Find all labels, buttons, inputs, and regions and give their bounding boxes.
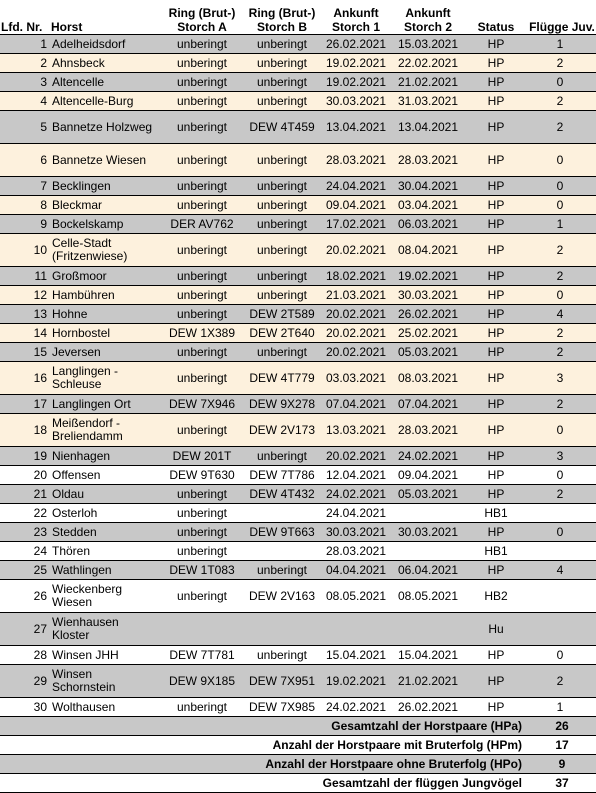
cell-fluegge: 2 [528,485,596,504]
cell-horst: Bockelskamp [50,215,160,234]
table-row [0,144,596,177]
cell-status: HP [464,305,528,324]
cell-ring-a: unberingt [160,343,244,362]
cell-ankunft-1: 04.04.2021 [320,561,392,580]
cell-nr: 4 [0,92,50,111]
cell-status: HP [464,234,528,267]
cell-ankunft-1: 17.02.2021 [320,215,392,234]
cell-ring-b: unberingt [244,92,320,111]
cell-ring-a: unberingt [160,144,244,177]
cell-nr: 17 [0,395,50,414]
cell-ankunft-2: 15.03.2021 [392,35,464,54]
table-row [0,542,596,561]
cell-ankunft-2 [392,504,464,523]
cell-horst: Nienhagen [50,447,160,466]
cell-horst: Stedden [50,523,160,542]
table-row [0,447,596,466]
cell-nr: 9 [0,215,50,234]
cell-ring-a: DEW 1T083 [160,561,244,580]
cell-ring-a: unberingt [160,111,244,144]
table-row [0,580,596,613]
cell-horst: Hohne [50,305,160,324]
cell-horst: Altencelle-Burg [50,92,160,111]
cell-ring-a: unberingt [160,177,244,196]
cell-ankunft-2: 08.05.2021 [392,580,464,613]
cell-horst: Wolthausen [50,698,160,717]
table-row [0,466,596,485]
cell-status: HP [464,343,528,362]
cell-status: HP [464,646,528,665]
cell-nr: 19 [0,447,50,466]
cell-nr: 10 [0,234,50,267]
cell-ankunft-2: 21.02.2021 [392,665,464,698]
cell-status: HP [464,177,528,196]
table-row [0,324,596,343]
cell-fluegge [528,504,596,523]
summary-label: Anzahl der Horstpaare ohne Bruterfolg (HPo) [0,755,528,774]
cell-ankunft-1 [320,613,392,646]
table-row [0,343,596,362]
cell-horst: Becklingen [50,177,160,196]
cell-fluegge: 0 [528,646,596,665]
cell-ankunft-2: 30.03.2021 [392,523,464,542]
cell-horst: Ahnsbeck [50,54,160,73]
summary-value: 9 [528,755,596,774]
cell-ring-b [244,504,320,523]
cell-nr: 26 [0,580,50,613]
cell-ring-a: unberingt [160,267,244,286]
cell-ankunft-1: 24.04.2021 [320,177,392,196]
cell-ring-b: unberingt [244,73,320,92]
cell-ring-a: DEW 9X185 [160,665,244,698]
summary-label: Anzahl der Horstpaare mit Bruterfolg (HPm) [0,736,528,755]
cell-ring-a: unberingt [160,35,244,54]
header-fluegge: Flügge Juv. [528,0,596,35]
cell-fluegge: 0 [528,286,596,305]
cell-fluegge: 0 [528,144,596,177]
cell-fluegge: 2 [528,324,596,343]
cell-ankunft-1: 24.02.2021 [320,698,392,717]
summary-row [0,755,596,774]
cell-nr: 16 [0,362,50,395]
summary-row [0,717,596,736]
cell-ring-a: unberingt [160,523,244,542]
cell-horst: Hornbostel [50,324,160,343]
table-header-row [0,0,596,35]
cell-ring-b [244,613,320,646]
cell-ring-b: DEW 9X278 [244,395,320,414]
cell-ring-b: DEW 4T459 [244,111,320,144]
cell-status: HP [464,485,528,504]
cell-status: HP [464,414,528,447]
cell-ankunft-2 [392,613,464,646]
cell-nr: 20 [0,466,50,485]
cell-horst: Hambühren [50,286,160,305]
cell-status: HP [464,447,528,466]
cell-ring-b: DEW 7X951 [244,665,320,698]
cell-ankunft-1: 24.04.2021 [320,504,392,523]
cell-horst: Wathlingen [50,561,160,580]
table-row [0,305,596,324]
cell-ring-a [160,613,244,646]
cell-horst: Thören [50,542,160,561]
cell-fluegge: 0 [528,414,596,447]
cell-ankunft-2: 15.04.2021 [392,646,464,665]
cell-ring-a: unberingt [160,485,244,504]
cell-ring-b: unberingt [244,646,320,665]
cell-fluegge: 2 [528,267,596,286]
cell-ankunft-2: 05.03.2021 [392,485,464,504]
cell-ring-b: unberingt [244,177,320,196]
header-horst: Horst [50,0,160,35]
cell-status: HP [464,698,528,717]
cell-ring-a: unberingt [160,305,244,324]
table-row [0,215,596,234]
table-row [0,504,596,523]
cell-ankunft-2: 26.02.2021 [392,698,464,717]
table-row [0,698,596,717]
cell-fluegge: 2 [528,665,596,698]
table-row [0,561,596,580]
table-row [0,362,596,395]
cell-status: HP [464,92,528,111]
cell-ankunft-2: 24.02.2021 [392,447,464,466]
cell-ankunft-1: 30.03.2021 [320,523,392,542]
table-row [0,73,596,92]
cell-nr: 23 [0,523,50,542]
cell-status: HB2 [464,580,528,613]
cell-horst: Meißendorf - Breliendamm [50,414,160,447]
table-row [0,196,596,215]
cell-ring-b: unberingt [244,144,320,177]
cell-ankunft-1: 28.03.2021 [320,542,392,561]
cell-ankunft-1: 20.02.2021 [320,305,392,324]
cell-nr: 21 [0,485,50,504]
cell-horst: Großmoor [50,267,160,286]
cell-ankunft-1: 03.03.2021 [320,362,392,395]
cell-ankunft-2: 13.04.2021 [392,111,464,144]
cell-nr: 13 [0,305,50,324]
cell-ankunft-2: 08.03.2021 [392,362,464,395]
cell-horst: Altencelle [50,73,160,92]
cell-fluegge: 1 [528,215,596,234]
cell-fluegge: 1 [528,698,596,717]
header-status: Status [464,0,528,35]
cell-ring-b: DEW 2T640 [244,324,320,343]
cell-nr: 5 [0,111,50,144]
cell-horst: Adelheidsdorf [50,35,160,54]
cell-horst: Winsen JHH [50,646,160,665]
table-row [0,54,596,73]
cell-ring-a: unberingt [160,196,244,215]
summary-value: 26 [528,717,596,736]
cell-horst: Jeversen [50,343,160,362]
cell-status: HP [464,196,528,215]
cell-ring-b: unberingt [244,215,320,234]
cell-fluegge: 2 [528,395,596,414]
cell-nr: 2 [0,54,50,73]
cell-fluegge: 2 [528,234,596,267]
cell-fluegge [528,542,596,561]
summary-value: 17 [528,736,596,755]
summary-row [0,774,596,793]
cell-ankunft-2: 07.04.2021 [392,395,464,414]
cell-ankunft-1: 19.02.2021 [320,73,392,92]
cell-ring-b: unberingt [244,447,320,466]
summary-label: Gesamtzahl der Horstpaare (HPa) [0,717,528,736]
cell-ankunft-2: 03.04.2021 [392,196,464,215]
cell-ankunft-2: 26.02.2021 [392,305,464,324]
cell-ankunft-2: 31.03.2021 [392,92,464,111]
cell-fluegge: 3 [528,362,596,395]
cell-ankunft-2: 22.02.2021 [392,54,464,73]
cell-horst: Winsen Schornstein [50,665,160,698]
table-row [0,523,596,542]
table-row [0,646,596,665]
cell-fluegge: 0 [528,177,596,196]
cell-status: Hu [464,613,528,646]
cell-ring-b: DEW 2T589 [244,305,320,324]
cell-fluegge: 2 [528,111,596,144]
cell-ring-a: unberingt [160,92,244,111]
cell-ankunft-2: 21.02.2021 [392,73,464,92]
cell-fluegge: 0 [528,466,596,485]
cell-status: HP [464,111,528,144]
cell-ring-a: DEW 1X389 [160,324,244,343]
cell-ring-a: unberingt [160,234,244,267]
cell-status: HP [464,466,528,485]
cell-ring-b: DEW 7X985 [244,698,320,717]
table-row [0,92,596,111]
cell-ankunft-2: 25.02.2021 [392,324,464,343]
cell-ring-b: unberingt [244,35,320,54]
cell-fluegge: 2 [528,54,596,73]
cell-ring-a: DEW 7X946 [160,395,244,414]
cell-fluegge: 4 [528,305,596,324]
cell-status: HP [464,286,528,305]
cell-ankunft-1: 28.03.2021 [320,144,392,177]
cell-ring-b: unberingt [244,54,320,73]
cell-horst: Wienhausen Kloster [50,613,160,646]
cell-ankunft-1: 21.03.2021 [320,286,392,305]
cell-ring-a: unberingt [160,504,244,523]
summary-label: Gesamtzahl der flüggen Jungvögel [0,774,528,793]
cell-ankunft-2: 30.04.2021 [392,177,464,196]
cell-ankunft-2: 06.04.2021 [392,561,464,580]
cell-status: HP [464,35,528,54]
header-nr: Lfd. Nr. [0,0,50,35]
cell-ankunft-1: 08.05.2021 [320,580,392,613]
cell-ankunft-1: 13.03.2021 [320,414,392,447]
cell-ankunft-1: 20.02.2021 [320,324,392,343]
cell-nr: 6 [0,144,50,177]
cell-nr: 11 [0,267,50,286]
cell-ring-b: DEW 4T779 [244,362,320,395]
cell-ring-b [244,542,320,561]
cell-fluegge [528,580,596,613]
cell-ring-b: unberingt [244,234,320,267]
cell-ankunft-1: 18.02.2021 [320,267,392,286]
cell-nr: 8 [0,196,50,215]
table-row [0,395,596,414]
cell-nr: 22 [0,504,50,523]
cell-ankunft-1: 24.02.2021 [320,485,392,504]
cell-fluegge: 3 [528,447,596,466]
cell-horst: Langlingen Ort [50,395,160,414]
cell-ring-b: unberingt [244,343,320,362]
cell-horst: Offensen [50,466,160,485]
cell-ankunft-1: 13.04.2021 [320,111,392,144]
header-ring-b: Ring (Brut-) Storch B [244,0,320,35]
cell-ring-b: DEW 2V163 [244,580,320,613]
table-row [0,665,596,698]
cell-ring-b: unberingt [244,561,320,580]
cell-status: HP [464,54,528,73]
cell-status: HP [464,324,528,343]
header-ankunft-1: Ankunft Storch 1 [320,0,392,35]
cell-ring-a: unberingt [160,362,244,395]
cell-fluegge [528,613,596,646]
cell-horst: Bleckmar [50,196,160,215]
summary-value: 37 [528,774,596,793]
cell-nr: 1 [0,35,50,54]
cell-ring-a: DER AV762 [160,215,244,234]
cell-ankunft-1: 20.02.2021 [320,447,392,466]
cell-nr: 25 [0,561,50,580]
cell-ring-a: unberingt [160,54,244,73]
cell-status: HP [464,665,528,698]
cell-ankunft-1: 26.02.2021 [320,35,392,54]
cell-status: HP [464,362,528,395]
cell-ankunft-1: 15.04.2021 [320,646,392,665]
cell-ring-b: DEW 7T786 [244,466,320,485]
cell-ring-b: DEW 4T432 [244,485,320,504]
table-row [0,414,596,447]
cell-ankunft-2: 08.04.2021 [392,234,464,267]
summary-row [0,736,596,755]
cell-ankunft-1: 07.04.2021 [320,395,392,414]
cell-ankunft-1: 09.04.2021 [320,196,392,215]
cell-ankunft-2: 30.03.2021 [392,286,464,305]
cell-fluegge: 0 [528,523,596,542]
cell-ankunft-1: 19.02.2021 [320,54,392,73]
cell-status: HP [464,523,528,542]
cell-nr: 7 [0,177,50,196]
cell-horst: Osterloh [50,504,160,523]
table-row [0,111,596,144]
cell-status: HB1 [464,504,528,523]
cell-ankunft-2: 06.03.2021 [392,215,464,234]
cell-fluegge: 0 [528,196,596,215]
cell-horst: Wieckenberg Wiesen [50,580,160,613]
cell-nr: 30 [0,698,50,717]
cell-nr: 3 [0,73,50,92]
cell-ring-b: unberingt [244,196,320,215]
cell-horst: Celle-Stadt (Fritzenwiese) [50,234,160,267]
cell-ring-a: unberingt [160,580,244,613]
cell-ankunft-1: 20.02.2021 [320,234,392,267]
table-row [0,267,596,286]
cell-status: HP [464,561,528,580]
cell-ankunft-2 [392,542,464,561]
cell-horst: Bannetze Holzweg [50,111,160,144]
cell-ring-a: unberingt [160,542,244,561]
cell-status: HB1 [464,542,528,561]
cell-ankunft-2: 19.02.2021 [392,267,464,286]
cell-horst: Bannetze Wiesen [50,144,160,177]
cell-ring-a: DEW 201T [160,447,244,466]
cell-nr: 24 [0,542,50,561]
cell-ankunft-1: 19.02.2021 [320,665,392,698]
cell-ring-a: unberingt [160,414,244,447]
cell-fluegge: 2 [528,92,596,111]
cell-nr: 18 [0,414,50,447]
cell-ring-a: DEW 9T630 [160,466,244,485]
cell-ring-b: unberingt [244,286,320,305]
cell-status: HP [464,144,528,177]
cell-ankunft-2: 09.04.2021 [392,466,464,485]
cell-ring-a: unberingt [160,698,244,717]
cell-ring-a: DEW 7T781 [160,646,244,665]
cell-fluegge: 1 [528,35,596,54]
table-row [0,234,596,267]
cell-fluegge: 0 [528,73,596,92]
table-row [0,613,596,646]
table-row [0,177,596,196]
cell-horst: Langlingen - Schleuse [50,362,160,395]
cell-ankunft-2: 28.03.2021 [392,144,464,177]
cell-fluegge: 2 [528,343,596,362]
cell-status: HP [464,267,528,286]
cell-ring-a: unberingt [160,286,244,305]
cell-horst: Oldau [50,485,160,504]
cell-nr: 29 [0,665,50,698]
cell-nr: 12 [0,286,50,305]
table-row [0,35,596,54]
cell-fluegge: 4 [528,561,596,580]
cell-nr: 27 [0,613,50,646]
cell-ankunft-1: 12.04.2021 [320,466,392,485]
cell-ankunft-1: 20.02.2021 [320,343,392,362]
cell-status: HP [464,395,528,414]
cell-ankunft-2: 05.03.2021 [392,343,464,362]
cell-ring-b: unberingt [244,267,320,286]
cell-status: HP [464,215,528,234]
header-ring-a: Ring (Brut-) Storch A [160,0,244,35]
cell-nr: 14 [0,324,50,343]
cell-nr: 28 [0,646,50,665]
cell-ring-a: unberingt [160,73,244,92]
table-row [0,286,596,305]
table-row [0,485,596,504]
cell-nr: 15 [0,343,50,362]
cell-ankunft-2: 28.03.2021 [392,414,464,447]
cell-ring-b: DEW 9T663 [244,523,320,542]
cell-ring-b: DEW 2V173 [244,414,320,447]
header-ankunft-2: Ankunft Storch 2 [392,0,464,35]
cell-status: HP [464,73,528,92]
cell-ankunft-1: 30.03.2021 [320,92,392,111]
